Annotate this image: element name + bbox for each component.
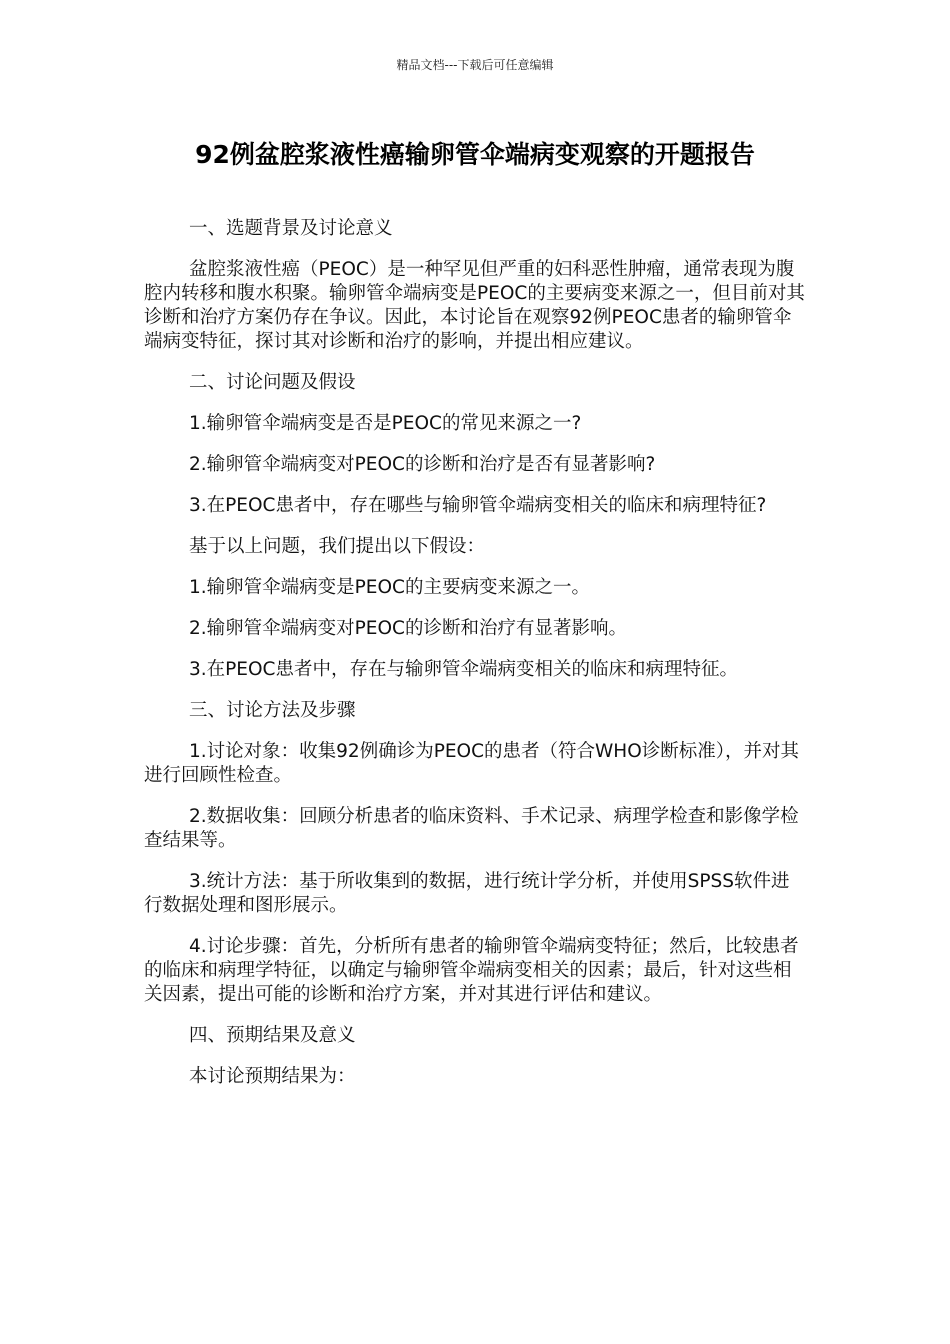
section-heading-questions: 二、讨论问题及假设 (189, 372, 356, 393)
hypothesis-item-1: 1.输卵管伞端病变是PEOC的主要病变来源之一。 (189, 577, 590, 598)
hypothesis-item-3: 3.在PEOC患者中，存在与输卵管伞端病变相关的临床和病理特征。 (189, 659, 738, 680)
method-item-1: 1.讨论对象：收集92例确诊为PEOC的患者（符合WHO诊断标准），并对其进行回顾性检查。 (144, 741, 800, 786)
hypothesis-item-2: 2.输卵管伞端病变对PEOC的诊断和治疗有显著影响。 (189, 618, 627, 639)
section-heading-methods: 三、讨论方法及步骤 (189, 700, 356, 721)
question-item-3: 3.在PEOC患者中，存在哪些与输卵管伞端病变相关的临床和病理特征? (189, 495, 767, 516)
method-item-2: 2.数据收集：回顾分析患者的临床资料、手术记录、病理学检查和影像学检查结果等。 (144, 806, 799, 851)
method-item-3: 3.统计方法：基于所收集到的数据，进行统计学分析，并使用SPSS软件进行数据处理和图形展示。 (144, 871, 790, 916)
section-heading-background: 一、选题背景及讨论意义 (189, 218, 393, 239)
expected-results-intro: 本讨论预期结果为： (189, 1066, 356, 1087)
document-title: 92例盆腔浆液性癌输卵管伞端病变观察的开题报告 (195, 140, 755, 169)
method-item-4: 4.讨论步骤：首先，分析所有患者的输卵管伞端病变特征；然后，比较患者的临床和病理学特征，以确定与输卵管伞端病变相关的因素；最后，针对这些相关因素，提出可能的诊断和治疗方案，并对其进行评估和建议。 (144, 936, 799, 1005)
question-item-2: 2.输卵管伞端病变对PEOC的诊断和治疗是否有显著影响? (189, 454, 656, 475)
paragraph-background: 盆腔浆液性癌（PEOC）是一种罕见但严重的妇科恶性肿瘤，通常表现为腹腔内转移和腹水积聚。输卵管伞端病变是PEOC的主要病变来源之一，但目前对其诊断和治疗方案仍存在争议。因此，本讨论旨在观察92例PEOC患者的输卵管伞端病变特征，探讨其对诊断和治疗的影响，并提出相应建议。 (144, 259, 805, 352)
question-item-1: 1.输卵管伞端病变是否是PEOC的常见来源之一? (189, 413, 582, 434)
header-note: 精品文档---下载后可任意编辑 (396, 58, 554, 72)
document-body (144, 217, 806, 1106)
section-heading-expected-results: 四、预期结果及意义 (189, 1025, 356, 1046)
hypothesis-intro: 基于以上问题，我们提出以下假设： (189, 536, 486, 557)
